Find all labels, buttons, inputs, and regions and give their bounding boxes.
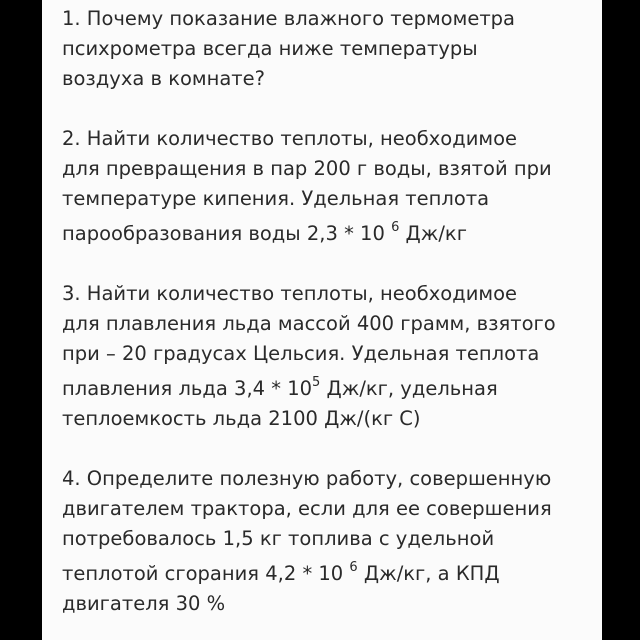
problem-4-exponent: 6	[349, 559, 358, 575]
problem-1-line-3: воздуха в комнате?	[62, 67, 266, 90]
problem-2	[62, 124, 592, 249]
problem-4-line-4-unit: Дж/кг, а КПД	[357, 562, 500, 585]
problem-3-line-4-unit: Дж/кг, удельная	[320, 377, 498, 400]
problem-2-line-4-text: парообразования воды 2,3 * 10	[62, 222, 392, 245]
problem-1-line-2: психрометра всегда ниже температуры	[62, 37, 478, 60]
problem-4-line-3: потребовалось 1,5 кг топлива с удельной	[62, 527, 495, 550]
problem-3-line-4-text: плавления льда 3,4 * 10	[62, 377, 313, 400]
problem-3	[62, 279, 592, 434]
problem-2-exponent: 6	[391, 219, 400, 235]
problem-2-line-1: 2. Найти количество теплоты, необходимое	[62, 127, 518, 150]
problem-3-line-5: теплоемкость льда 2100 Дж/(кг С)	[62, 407, 421, 430]
problem-4-line-4-text: теплотой сгорания 4,2 * 10	[62, 562, 350, 585]
problem-3-line-2: для плавления льда массой 400 грамм, взятого	[62, 312, 556, 335]
document-page	[42, 0, 602, 640]
problem-1	[62, 4, 592, 94]
problem-3-line-4	[62, 374, 592, 404]
problem-1-line-1: 1. Почему показание влажного термометра	[62, 7, 516, 30]
problem-4-line-2: двигателем трактора, если для ее совершения	[62, 497, 552, 520]
problem-4	[62, 464, 592, 619]
problem-3-exponent: 5	[312, 374, 321, 390]
problem-4-line-4	[62, 559, 592, 589]
problem-2-line-4	[62, 219, 592, 249]
problem-2-line-2: для превращения в пар 200 г воды, взятой при	[62, 157, 552, 180]
problem-3-line-3: при – 20 градусах Цельсия. Удельная теплота	[62, 342, 540, 365]
problem-2-line-4-unit: Дж/кг	[399, 222, 467, 245]
problem-4-line-1: 4. Определите полезную работу, совершенную	[62, 467, 552, 490]
problem-4-line-5: двигателя 30 %	[62, 592, 226, 615]
problem-2-line-3: температуре кипения. Удельная теплота	[62, 187, 490, 210]
problem-3-line-1: 3. Найти количество теплоты, необходимое	[62, 282, 518, 305]
